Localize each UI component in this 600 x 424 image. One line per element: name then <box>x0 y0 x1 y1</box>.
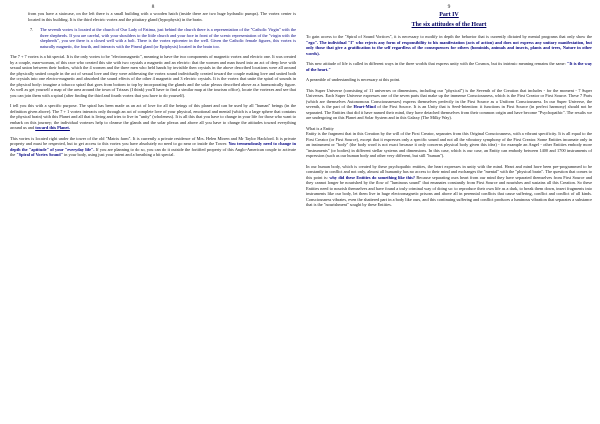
page-number: 8 <box>151 4 155 10</box>
list-item-number: 7. <box>30 27 34 32</box>
page-left <box>10 0 296 424</box>
emphasis-link: toward this Planet. <box>35 125 70 130</box>
emphasis: "Spiral of Vortex Sound" <box>16 152 64 157</box>
paragraph: Entity is the fragment that in this Creation by the will of the First Creator, separates from this Original Consciousness, with a vibrant specificity. It is all equal to the First Creator (or First Source), except that it expresses only a specific sound and not all the vibratory symphony of the First Creator. Some Entities incarnate only in an instrument or "body" (the body word is not exact because it only concerns physical body given this idea) - for example an Angel - other Entities embody more "instruments" (or bodies) in different stellar systems and dimensions. In this case, which is our case, an Entity can embody between 1400 and 1700 instruments of expression (such as our human body and other very different, but still "human"). <box>306 131 592 158</box>
paragraph-text: Because separating ours heart from our mind they have separated themselves from First Source and they cannot longer be nourished by the flow of "luminous sound" that emanates constantly from First Source and nourishes and sustains all this Creation. So these Entities need to nourish themselves and have found a truly criminal way of doing so: to reproduce their own life as a dark, to break them down, insert fragments into instruments like our body, let them live in huge electromagnetic prisons and above all in perennial conflicts that cause suffering, conflict and conflict of all kinds. Consciousness vibrates, even the shattered part in a body like ours, and this continuing suffering and conflict produces a luminous vibration that separates a substance that is the "nourishment" sought by these Entities. <box>306 174 592 207</box>
part-title: Part IV <box>439 12 459 18</box>
paragraph <box>306 164 592 208</box>
paragraph: A preamble of understanding is necessary at this point. <box>306 77 401 82</box>
emphasis: "ego". The individual "I" who rejects any form of responsibility to his manifestation (acts of action) and does not express any unitary manifestation, but only those that give a gratification to the self regardless of the consequences for others (hominids, animals and insects, plants and trees, Nature in other words). <box>306 39 592 56</box>
page-right <box>306 0 592 424</box>
list-item <box>10 27 296 49</box>
emphasis: Heart-Mind <box>353 104 376 109</box>
paragraph-text: I tell you this with a specific purpose. The spiral has been made as an act of love for all the beings of this planet and can be used by all "human" beings (in the definition given above). The 7 + 1 vortex interacts only through an act of complete love of your physical, emotional and mental (which is a large sphere that contains the physical brain) with this Planet and all that is living and tries to live in "unity" (wholeness). It is all this that you have to change in your life for those who want to embark on this journey; the individual vortexes help to cleanse the glands and the solar plexus and above all you have to change the attitudes toward everything around us and <box>10 103 296 130</box>
paragraph-text: To gain access to the "Spiral of Sound Vortices", it is necessary to modify in depth the behavior that is currently dictated by mental programs that only show the <box>306 34 592 39</box>
paragraph-text: This Super Universe (consisting of 11 universes or dimensions, including our "physical") is the Seventh of the Creation that includes - for the moment - 7 Super Universes. Each Super Universe expresses one of the seven parts that make up the immense Consciousness, which is the First Creator or First Source. These 7 Parts (which are themselves Autonomous Consciousnesses) express themselves perfectly in the First Source as a Uniform Consciousness. In our Super Universe, the seventh, is the part of the <box>306 87 592 109</box>
paragraph <box>306 34 592 56</box>
emphasis: You tremendously need to change in depth the "aptitude" of your "everyday life". <box>10 141 296 152</box>
paragraph-text: in your body, using just your intent and a breathing a bit special. <box>64 152 175 157</box>
subheading: What is a Entity <box>306 125 334 131</box>
section-title: The six attitudes of the Heart <box>411 22 487 28</box>
emphasis: "It is the way of the heart." <box>306 61 592 72</box>
page-body <box>306 34 592 213</box>
emphasis: why did these Entities do something like this? <box>329 174 416 180</box>
page-body <box>10 11 296 163</box>
paragraph <box>10 103 296 131</box>
paragraph: from you have a staircase, on the left there is a small building with a wooden hatch (inside there are two huge hydraulic pumps). The vortex center is located in this building. It is the third electric vortex and the pituitary gland (hypophysis) in the brain. <box>28 11 296 22</box>
paragraph <box>306 61 592 72</box>
paragraph-text: In our human body, which is created by these psychopathic entities, the heart expresses in unity with the mind. Heart and mind have been pre-programmed to be constantly in conflict and not only, almost all humanity has no access to their mind and exchanges the "mental" with the "physical brain". The question that comes to this point is: <box>306 163 592 180</box>
paragraph <box>306 88 592 121</box>
paragraph-text: of the First Source. It is an Unity that is Seed-Intention: it functions in First Source (in perfect harmony) should not be separated. The Entities that did it have named their mind, they have detached themselves from their common origin and have become "Psychopathic". The results we are undergoing on this Planet and Solar System and in this Galaxy (The Milky Way). <box>306 104 592 120</box>
paragraph: The 7 + 7 vortex is a bit special. It is the only vortex to be "electromagnetic", meaning to have the two components of magnetic vortex and electric one. It was created by a couple, man-woman, of this race who created this site with two crystals a magnetic and an electric: that the women and man fused into an act of deep love with sexual union between their bodies, which the 4 women and the three men who held hands by invisible then crystals in the above described locations were all around the physically united couple in the act of sexual love and they were addressing the vortex sound individually created toward the couple making love and united both the crystals into one electro-magnetic and absorbed the sound effects of the other 4 magnetic and 3 electric crystals. It is the vortex that unite the spiral of sounds in the physical body: imagine a tobacco spiral that goes from bottom to top by incorporating the glands and the solar plexus described above as a harmonically figure. As well as get yourself a map of the area around the town of Trizzas (I think) you'll have to find a similar map at the tourism office), locate the vortexes and see that you can join them with a spiral (after finding the third and fourth vortex that you have to do yourself). <box>10 54 296 98</box>
paragraph-text: If you are planning to do so, you can do it outside the fortified property of this Anglo-American couple to activate the <box>10 146 296 157</box>
paragraph-text: This vortex is located right under the tower of the old "Matrix farm". It is currently a private residence of Mrs. Helen Mirren and Mr Taylor Hackford. It is private property and must be respected, but to get access to this vortex you have absolutely no need to go near or inside the Tower. <box>10 135 296 146</box>
page-number: 9 <box>447 4 451 10</box>
paragraph <box>10 136 296 158</box>
paragraph-text: This new attitude of life is called in different ways in the three worlds that express unity with the Cosmos, but its intrinsic meaning remains the same: <box>306 61 566 66</box>
list-item-text: The seventh vortex is located at the church of Our Lady of Fatima, just behind the church there is a representation of the "Catholic Virgin" with the three shepherds. If you are careful, with your shoulders to the little church and your face in front of the scenic representation of the "virgin with the shepherds", you see there is a closed well with a bolt. There is the vortex epicenter in the well. Given the Catholic female figures, this vortex is naturally magnetic, the fourth, and interacts with the Pineal gland (or Epiphysis) located in the brain too. <box>40 27 296 49</box>
